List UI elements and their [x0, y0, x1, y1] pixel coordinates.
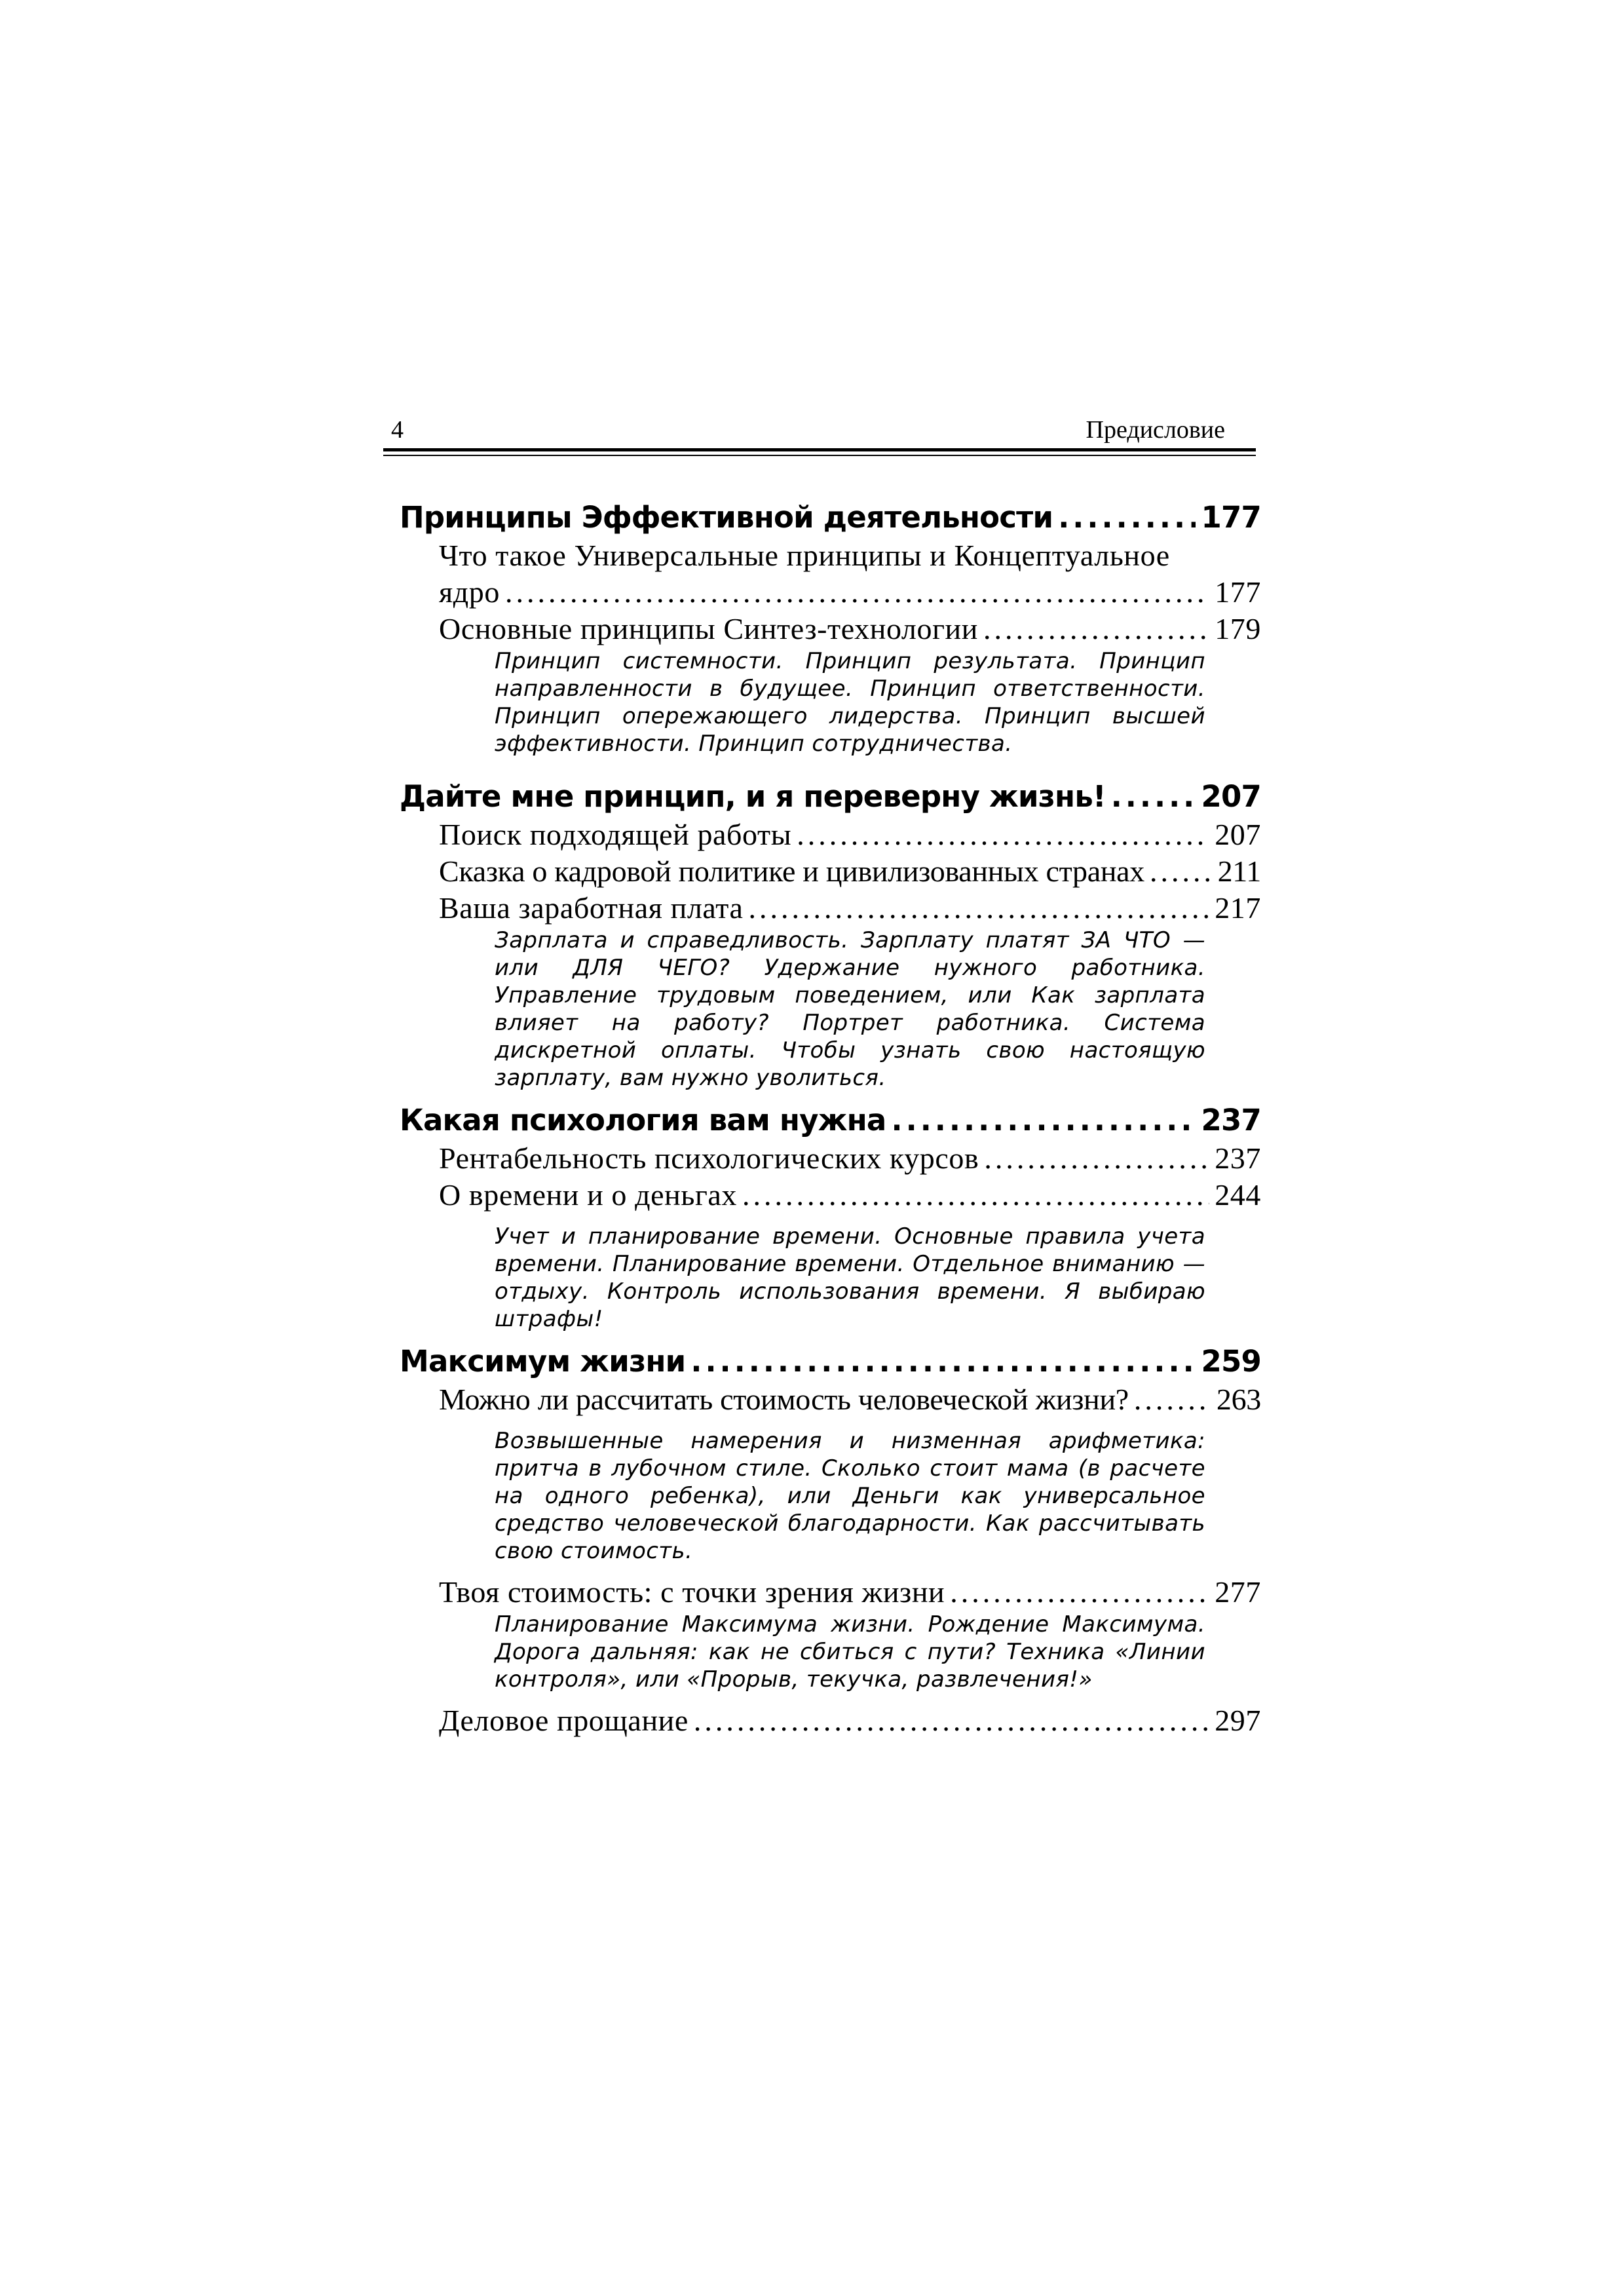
dot-leader	[694, 1702, 1209, 1739]
entry-title: Поиск подходящей работы	[439, 818, 792, 851]
entry-title-line2: ядро	[439, 575, 500, 609]
entry-title: Твоя стоимость: с точки зрения жизни	[439, 1575, 945, 1609]
entry-description: Принцип системности. Принцип результата. Принцип направленности в будущее. Принцип ответственности. Принцип опережающего лидерства. Принцип высшей эффективности. Принцип сотрудничества.	[495, 648, 1205, 757]
dot-leader	[690, 1342, 1196, 1381]
dot-leader	[983, 611, 1209, 647]
toc-entry[interactable]	[439, 1702, 1261, 1739]
entry-page: 177	[1215, 575, 1261, 609]
section-page: 177	[1201, 500, 1261, 535]
toc-entry[interactable]	[439, 1381, 1261, 1418]
dot-leader	[742, 1177, 1209, 1214]
entry-title: Деловое прощание	[439, 1704, 689, 1737]
dot-leader	[950, 1574, 1209, 1611]
toc-entry[interactable]	[439, 1140, 1261, 1177]
section-page: 259	[1201, 1344, 1261, 1379]
toc-entry[interactable]	[439, 853, 1261, 890]
dot-leader	[797, 816, 1209, 853]
toc-entry[interactable]	[439, 890, 1261, 927]
header-rule-thin	[383, 455, 1256, 456]
entry-page: 244	[1215, 1178, 1261, 1212]
toc-entry[interactable]	[439, 537, 1261, 611]
dot-leader	[1058, 498, 1196, 537]
entry-title: Можно ли рассчитать стоимость человеческой жизни?	[439, 1383, 1129, 1416]
section-title: Дайте мне принцип, и я переверну жизнь!	[400, 779, 1106, 814]
entry-description: Зарплата и справедливость. Зарплату платят ЗА ЧТО — или ДЛЯ ЧЕГО? Удержание нужного работника. Управление трудовым поведением, или Как зарплата влияет на работу? Портрет работника. Система дискретной оплаты. Чтобы узнать свою настоящую зарплату, вам нужно уволиться.	[495, 927, 1205, 1091]
toc-section-heading[interactable]	[400, 498, 1261, 537]
toc-entry[interactable]	[439, 1177, 1261, 1214]
entry-page: 297	[1215, 1704, 1261, 1737]
toc-section-heading[interactable]	[400, 1342, 1261, 1381]
running-header	[391, 411, 1251, 448]
entry-title: Основные принципы Синтез-технологии	[439, 612, 978, 645]
toc-entry[interactable]	[439, 611, 1261, 647]
toc-section-heading[interactable]	[400, 777, 1261, 816]
running-title: Предисловие	[1086, 416, 1225, 444]
entry-page: 237	[1215, 1141, 1261, 1175]
entry-title: О времени и о деньгах	[439, 1178, 738, 1212]
dot-leader	[1150, 853, 1213, 890]
entry-title: Рентабельность психологических курсов	[439, 1141, 979, 1175]
section-title: Максимум жизни	[400, 1344, 686, 1379]
entry-page: 277	[1215, 1575, 1261, 1609]
page-number: 4	[391, 416, 404, 444]
section-page: 237	[1201, 1103, 1261, 1138]
table-of-contents	[400, 498, 1261, 1739]
entry-page: 263	[1216, 1383, 1261, 1416]
entry-page: 217	[1215, 891, 1261, 925]
dot-leader	[749, 890, 1210, 927]
entry-title: Ваша заработная плата	[439, 891, 744, 925]
section-title: Принципы Эффективной деятельности	[400, 500, 1053, 535]
dot-leader	[1111, 777, 1196, 816]
toc-section-heading[interactable]	[400, 1101, 1261, 1140]
entry-description: Планирование Максимума жизни. Рождение Максимума. Дорога дальняя: как не сбиться с пути? Техника «Линии контроля», или «Прорыв, текучка, развлечения!»	[495, 1611, 1205, 1693]
entry-description: Учет и планирование времени. Основные правила учета времени. Планирование времени. Отдельное вниманию — отдыху. Контроль использования времени. Я выбираю штрафы!	[495, 1223, 1205, 1332]
dot-leader	[984, 1140, 1209, 1177]
section-title: Какая психология вам нужна	[400, 1103, 886, 1138]
toc-entry[interactable]	[439, 1574, 1261, 1611]
entry-description: Возвышенные намерения и низменная арифметика: притча в лубочном стиле. Сколько стоит мама (в расчете на одного ребенка), или Деньги как универсальное средство человеческой благодарности. Как рассчитывать свою стоимость.	[495, 1428, 1205, 1564]
entry-title-line1: Что такое Универсальные принципы и Концептуальное	[439, 539, 1170, 572]
dot-leader	[1134, 1381, 1211, 1418]
section-page: 207	[1201, 779, 1261, 814]
entry-title: Сказка о кадровой политике и цивилизованных странах	[439, 854, 1144, 888]
dot-leader	[505, 574, 1209, 611]
dot-leader	[892, 1101, 1196, 1140]
toc-entry[interactable]	[439, 816, 1261, 853]
entry-page: 207	[1215, 818, 1261, 851]
entry-page: 179	[1215, 612, 1261, 645]
entry-page: 211	[1217, 854, 1261, 888]
header-rule-thick	[383, 448, 1256, 451]
